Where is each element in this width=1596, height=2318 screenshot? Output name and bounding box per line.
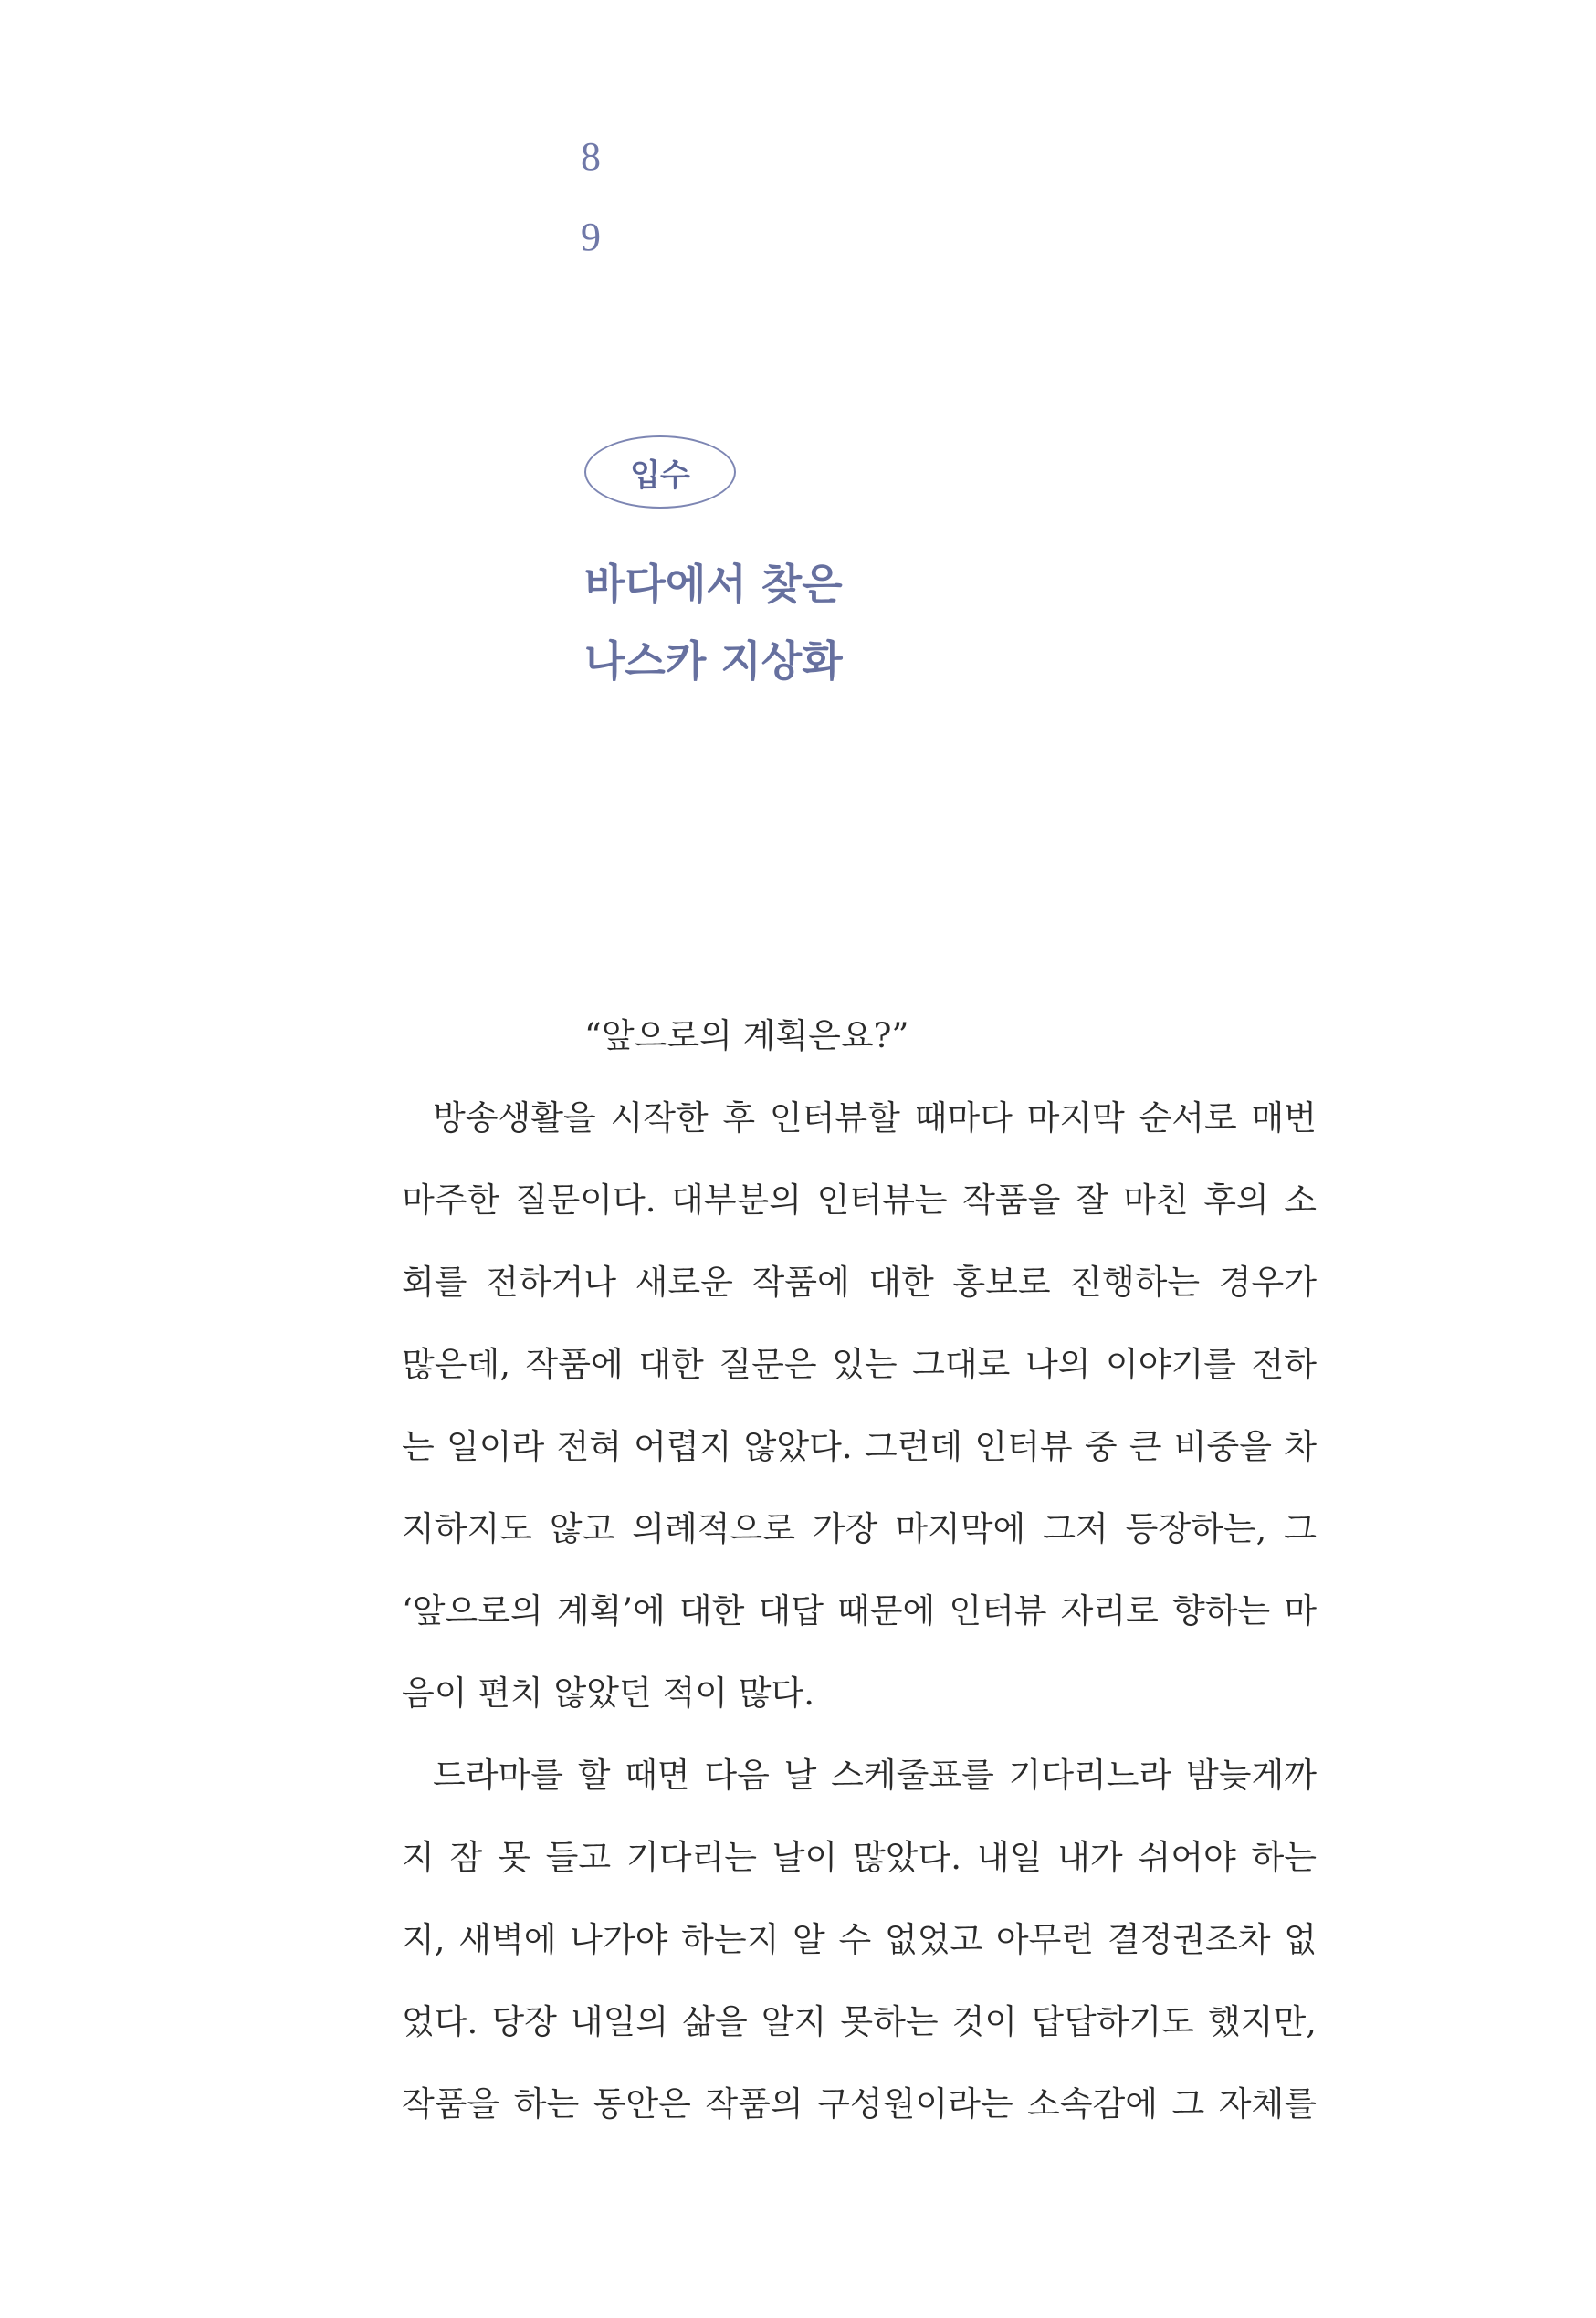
paragraph-line: ‘앞으로의 계획’에 대한 대답 때문에 인터뷰 자리로 향하는 마 xyxy=(402,1591,1317,1631)
body-text xyxy=(402,995,1317,2145)
paragraph-line: 마주한 질문이다. 대부분의 인터뷰는 작품을 잘 마친 후의 소 xyxy=(402,1180,1317,1220)
chapter-title-line: 나스카 지상화 xyxy=(584,636,843,686)
paragraph-line: 방송생활을 시작한 후 인터뷰할 때마다 마지막 순서로 매번 xyxy=(433,1098,1317,1138)
paragraph-line: 었다. 당장 내일의 삶을 알지 못하는 것이 답답하기도 했지만, xyxy=(402,2002,1317,2041)
paragraph-line: 지하지도 않고 의례적으로 가장 마지막에 그저 등장하는, 그 xyxy=(402,1509,1317,1548)
chapter-title xyxy=(584,546,843,699)
page-number-8: 8 xyxy=(581,134,601,179)
paragraph-line: 회를 전하거나 새로운 작품에 대한 홍보로 진행하는 경우가 xyxy=(402,1263,1317,1302)
paragraph-line: 음이 편치 않았던 적이 많다. xyxy=(402,1673,814,1713)
chapter-title-line: 바다에서 찾은 xyxy=(584,560,843,609)
paragraph-line: 작품을 하는 동안은 작품의 구성원이라는 소속감에 그 자체를 xyxy=(402,2084,1317,2124)
chapter-badge: 입수 xyxy=(584,435,736,509)
paragraph-line: 지, 새벽에 나가야 하는지 알 수 없었고 아무런 결정권조차 없 xyxy=(402,1920,1317,1959)
paragraph-line: 드라마를 할 때면 다음 날 스케줄표를 기다리느라 밤늦게까 xyxy=(433,1756,1317,1795)
paragraph-line: 는 일이라 전혀 어렵지 않았다. 그런데 인터뷰 중 큰 비중을 차 xyxy=(402,1427,1317,1466)
paragraph-line: 지 잠 못 들고 기다리는 날이 많았다. 내일 내가 쉬어야 하는 xyxy=(402,1838,1317,1877)
page-number-9: 9 xyxy=(581,215,601,259)
dialogue-line: “앞으로의 계획은요?” xyxy=(584,1016,909,1055)
paragraph-line: 많은데, 작품에 대한 질문은 있는 그대로 나의 이야기를 전하 xyxy=(402,1345,1317,1384)
